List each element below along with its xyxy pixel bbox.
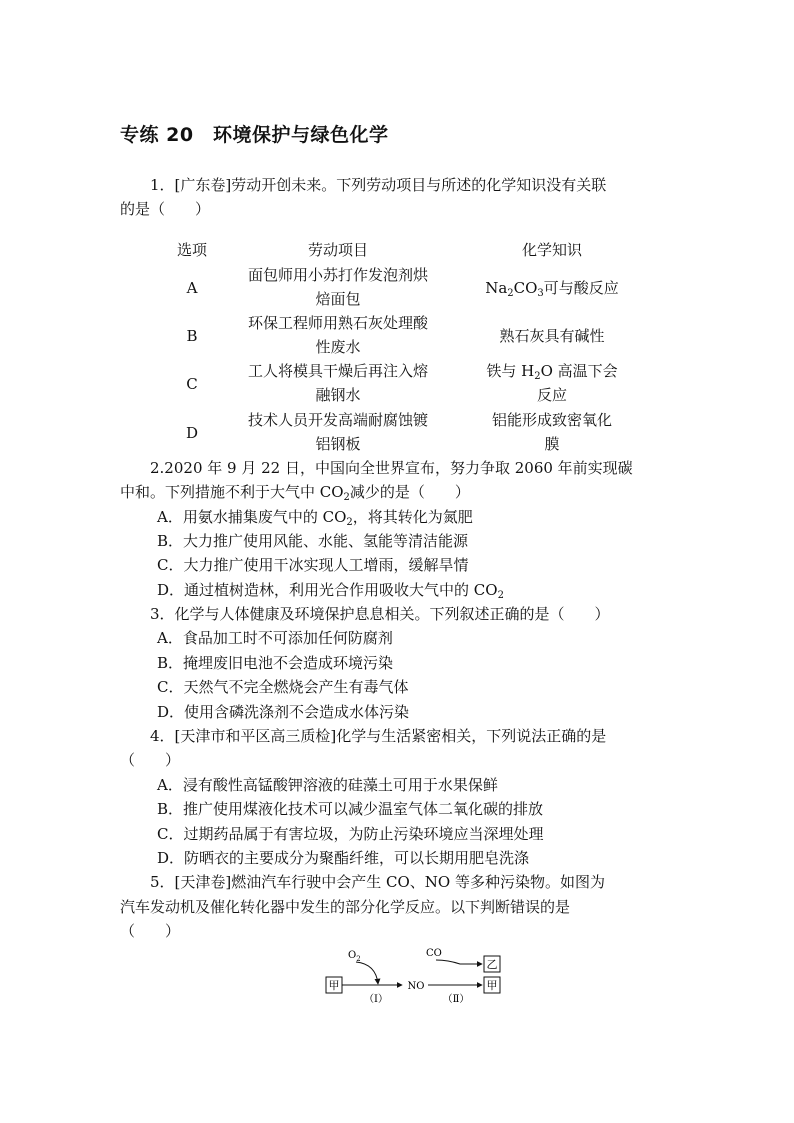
table-row-c-option: C xyxy=(186,375,198,393)
table-row-a-option: A xyxy=(186,279,198,297)
page-title: 专练 20 环境保护与绿色化学 xyxy=(120,124,389,146)
q4-option-d: D．防晒衣的主要成分为聚酯纤维，可以长期用肥皂洗涤 xyxy=(157,849,530,867)
table-row-b-item-line1: 环保工程师用熟石灰处理酸 xyxy=(247,314,428,332)
table-header-option: 选项 xyxy=(176,241,207,259)
arrow-o2-curve xyxy=(356,962,378,984)
q1-stem-line2: 的是（ ） xyxy=(120,200,211,218)
q2-option-b: B．大力推广使用风能、水能、氢能等清洁能源 xyxy=(157,532,469,550)
table-row-b-option: B xyxy=(186,327,198,345)
table-row-a-item-line2: 焙面包 xyxy=(315,290,361,308)
q4-stem-line1: 4．[天津市和平区高三质检]化学与生活紧密相关，下列说法正确的是 xyxy=(150,727,607,745)
table-row-c-item-line2: 融钢水 xyxy=(315,386,361,404)
q3-option-a: A．食品加工时不可添加任何防腐剂 xyxy=(157,629,393,647)
box-jia-left-label: 甲 xyxy=(328,979,340,992)
table-row-a-item-line1: 面包师用小苏打作发泡剂烘 xyxy=(247,266,428,284)
q5-stem-line3: （ ） xyxy=(120,922,181,940)
table-row-c-item-line1: 工人将模具干燥后再注入熔 xyxy=(247,362,428,380)
q5-stem-line2: 汽车发动机及催化转化器中发生的部分化学反应。以下判断错误的是 xyxy=(120,898,571,916)
q3-option-b: B．掩埋废旧电池不会造成环境污染 xyxy=(157,654,394,672)
box-jia-right-label: 甲 xyxy=(486,979,498,992)
table-row-d-item-line1: 技术人员开发高端耐腐蚀镀 xyxy=(247,411,428,429)
table-row-c-knowledge-line1: 铁与 $H_2O$ 高温下会 xyxy=(486,362,618,382)
q4-stem-line2: （ ） xyxy=(120,751,181,769)
q3-option-d: D．使用含磷洗涤剂不会造成水体污染 xyxy=(157,703,410,721)
no-label: NO xyxy=(407,981,425,992)
q4-option-c: C．过期药品属于有害垃圾，为防止污染环境应当深埋处理 xyxy=(157,825,544,843)
q2-option-c: C．大力推广使用干冰实现人工增雨，缓解旱情 xyxy=(157,556,469,574)
step1-label: （Ⅰ） xyxy=(364,994,388,1005)
co-label: CO xyxy=(426,948,442,959)
q2-stem-line2: 中和。下列措施不利于大气中 $CO_2$减少的是（ ） xyxy=(120,483,470,503)
step2-label: （Ⅱ） xyxy=(442,994,470,1005)
q5-stem-line1: 5．[天津卷]燃油汽车行驶中会产生 CO、NO 等多种污染物。如图为 xyxy=(150,873,605,891)
table-row-c-knowledge-line2: 反应 xyxy=(536,386,567,404)
arrow-co-curve xyxy=(436,960,482,964)
box-yi-label: 乙 xyxy=(486,958,498,971)
table-row-b-item-line2: 性废水 xyxy=(315,338,361,356)
table-header-item: 劳动项目 xyxy=(307,241,368,259)
q4-option-a: A．浸有酸性高锰酸钾溶液的硅藻土可用于水果保鲜 xyxy=(157,776,498,794)
q1-stem-line1: 1．[广东卷]劳动开创未来。下列劳动项目与所述的化学知识没有关联 xyxy=(150,176,607,194)
table-row-d-option: D xyxy=(185,424,199,442)
table-row-d-knowledge-line1: 铝能形成致密氧化 xyxy=(491,411,612,429)
q3-option-c: C．天然气不完全燃烧会产生有毒气体 xyxy=(157,678,409,696)
table-header-knowledge: 化学知识 xyxy=(521,241,582,259)
q4-option-b: B．推广使用煤液化技术可以减少温室气体二氧化碳的排放 xyxy=(157,800,544,818)
table-row-d-item-line2: 铝钢板 xyxy=(315,435,361,453)
q2-stem-line1: 2.2020 年 9 月 22 日，中国向全世界宣布，努力争取 2060 年前实现碳 xyxy=(150,459,633,477)
q2-option-d: D．通过植树造林，利用光合作用吸收大气中的 $CO_2$ xyxy=(157,581,504,601)
reaction-diagram xyxy=(320,940,510,1010)
table-row-a-knowledge: $Na_2CO_3$可与酸反应 xyxy=(485,279,619,299)
table-row-d-knowledge-line2: 膜 xyxy=(544,435,560,453)
o2-label: $O_2$ xyxy=(348,950,361,963)
table-row-b-knowledge: 熟石灰具有碱性 xyxy=(499,327,605,345)
q2-option-a: A．用氨水捕集废气中的 $CO_2$，将其转化为氮肥 xyxy=(157,508,473,528)
q3-stem: 3．化学与人体健康及环境保护息息相关。下列叙述正确的是（ ） xyxy=(150,605,610,623)
